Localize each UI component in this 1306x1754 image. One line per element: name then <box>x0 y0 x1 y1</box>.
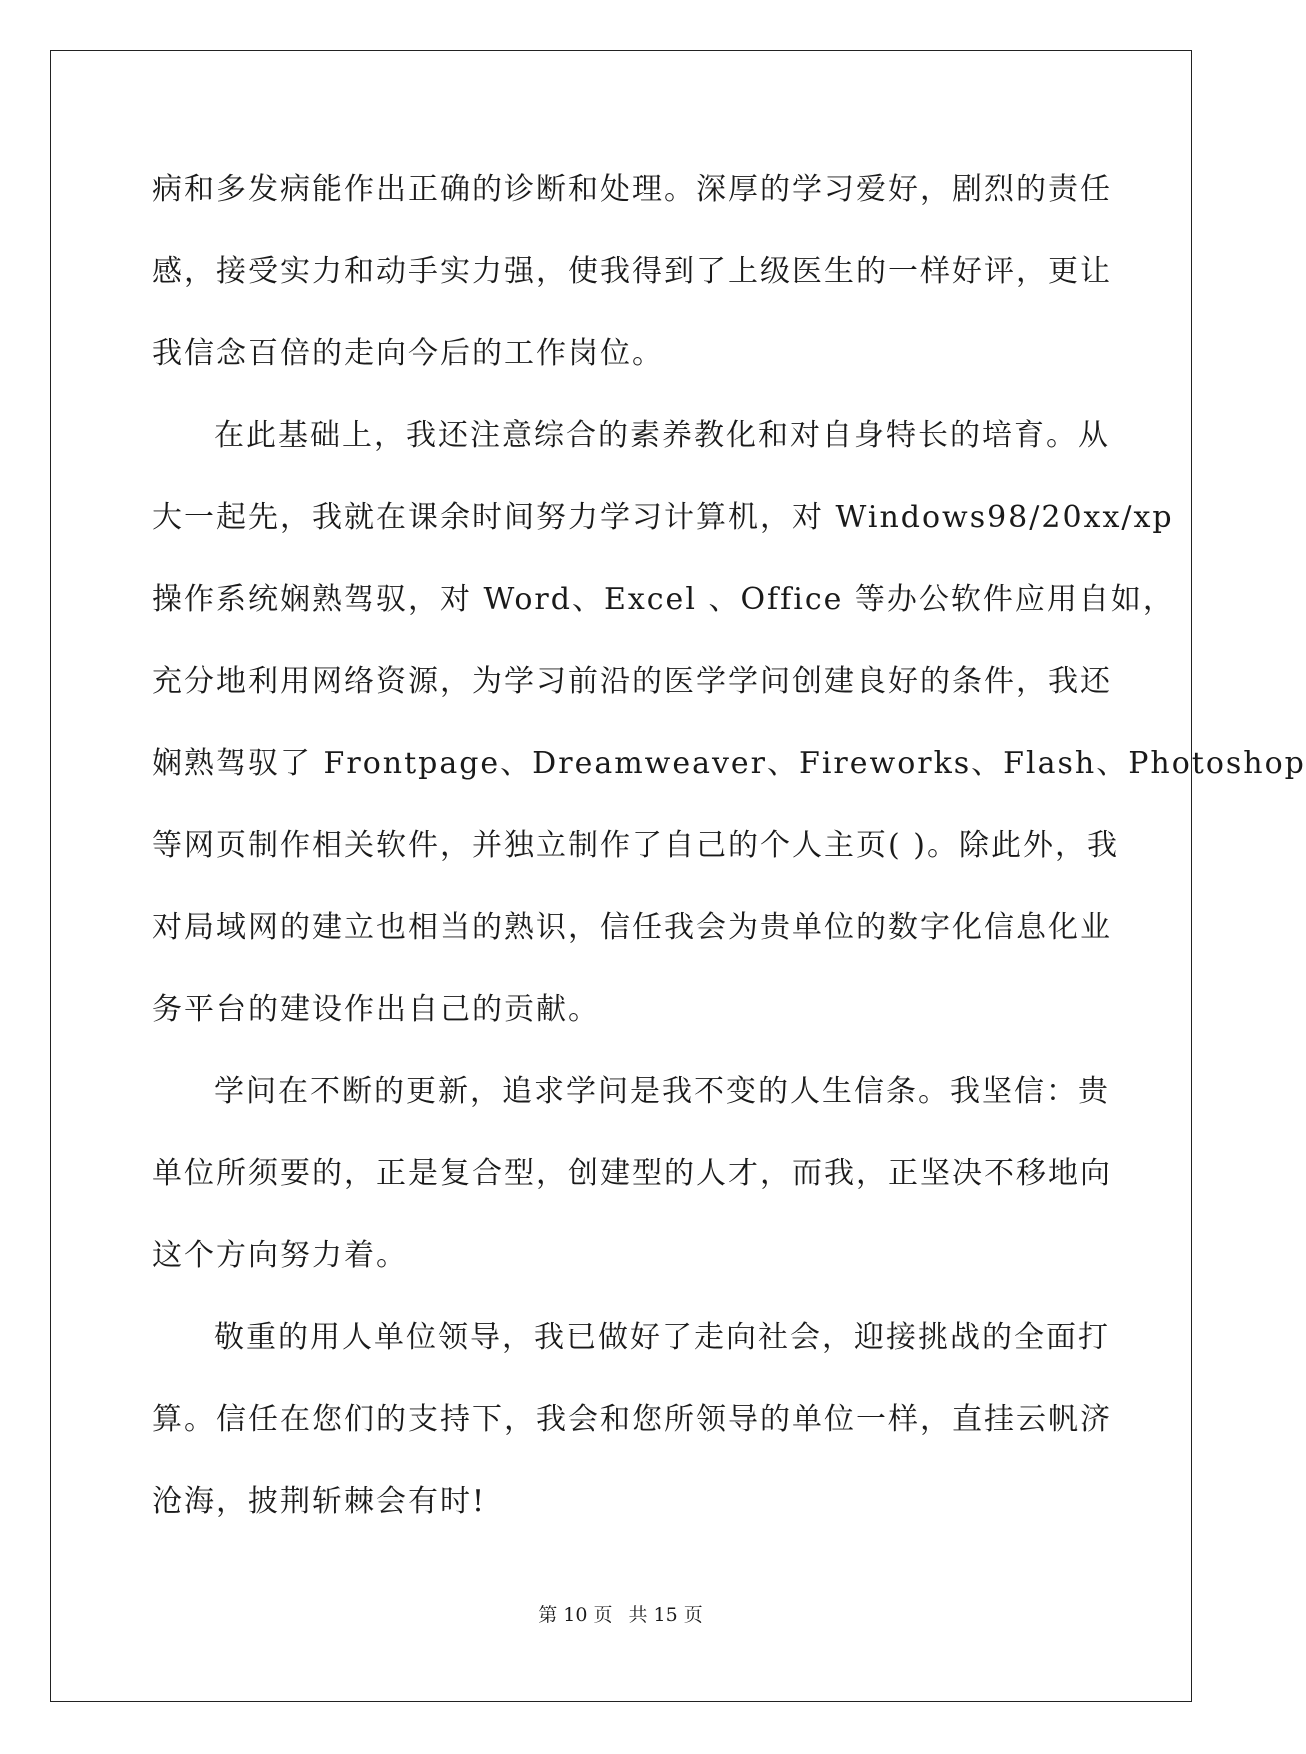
paragraph-3 <box>152 1062 1112 1308</box>
text-line: 操作系统娴熟驾驭，对 Word、Excel 、Office 等办公软件应用自如， <box>152 582 1175 617</box>
text-line: 这个方向努力着。 <box>152 1238 408 1273</box>
text-line: 病和多发病能作出正确的诊断和处理。深厚的学习爱好，剧烈的责任 <box>152 172 1112 207</box>
text-line: 娴熟驾驭了 Frontpage、Dreamweaver、Fireworks、Flash、Photoshop <box>152 746 1306 781</box>
text-line: 敬重的用人单位领导，我已做好了走向社会，迎接挑战的全面打 <box>214 1320 1110 1355</box>
paragraph-1 <box>152 160 1112 406</box>
text-line: 大一起先，我就在课余时间努力学习计算机，对 Windows98/20xx/xp <box>152 500 1174 535</box>
document-body <box>152 160 1306 1554</box>
text-line: 等网页制作相关软件，并独立制作了自己的个人主页( )。除此外，我 <box>152 828 1119 863</box>
text-line: 单位所须要的，正是复合型，创建型的人才，而我，正坚决不移地向 <box>152 1156 1112 1191</box>
text-line: 务平台的建设作出自己的贡献。 <box>152 992 600 1027</box>
page-footer <box>0 1600 1241 1627</box>
paragraph-4 <box>152 1308 1112 1554</box>
text-line: 算。信任在您们的支持下，我会和您所领导的单位一样，直挂云帆济 <box>152 1402 1112 1437</box>
page-number-current: 第 10 页 <box>538 1604 613 1626</box>
page-number-total: 共 15 页 <box>628 1604 703 1626</box>
text-line: 学问在不断的更新，追求学问是我不变的人生信条。我坚信：贵 <box>214 1074 1110 1109</box>
text-line: 充分地利用网络资源，为学习前沿的医学学问创建良好的条件，我还 <box>152 664 1112 699</box>
text-line: 对局域网的建立也相当的熟识，信任我会为贵单位的数字化信息化业 <box>152 910 1112 945</box>
text-line: 感，接受实力和动手实力强，使我得到了上级医生的一样好评，更让 <box>152 254 1112 289</box>
paragraph-2 <box>152 406 1306 1062</box>
text-line: 我信念百倍的走向今后的工作岗位。 <box>152 336 664 371</box>
text-line: 沧海，披荆斩棘会有时! <box>152 1484 487 1519</box>
text-line: 在此基础上，我还注意综合的素养教化和对自身特长的培育。从 <box>214 418 1110 453</box>
